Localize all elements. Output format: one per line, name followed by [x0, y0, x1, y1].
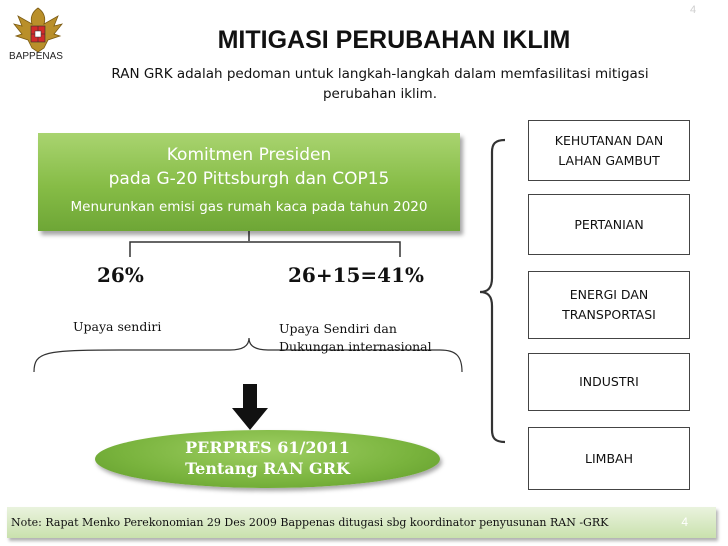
sector-limbah: [528, 427, 690, 490]
perpres-oval: [95, 430, 440, 488]
page-title: MITIGASI PERUBAHAN IKLIM: [217, 26, 571, 54]
perpres-line1: PERPRES 61/2011: [185, 438, 350, 457]
target-total-label-line1: Upaya Sendiri dan: [279, 321, 397, 336]
sector-energi: [528, 271, 690, 339]
sector-pertanian-label: PERTANIAN: [574, 216, 644, 232]
target-total-value: 26+15=41%: [288, 263, 425, 287]
sector-industri: [528, 353, 690, 411]
commitment-event: pada G-20 Pittsburgh dan COP15: [108, 169, 390, 189]
commitment-box: [38, 133, 460, 231]
sector-pertanian: [528, 194, 690, 255]
slide-number-top: 4: [690, 4, 697, 16]
footer-note-text: Note: Rapat Menko Perekonomian 29 Des 2009 Bappenas ditugasi sbg koordinator penyusunan RAN -GRK: [11, 516, 609, 529]
sector-limbah-label: LIMBAH: [585, 450, 633, 466]
footer-note: [7, 507, 716, 538]
sector-energi-line1: ENERGI DAN: [569, 287, 649, 302]
commitment-title: Komitmen Presiden: [166, 145, 332, 165]
sector-industri-label: INDUSTRI: [579, 374, 639, 389]
sector-energi-line2: TRANSPORTASI: [562, 307, 656, 322]
sector-kehutanan: [528, 120, 690, 181]
target-total-label: [279, 320, 432, 356]
sector-kehutanan-line1: KEHUTANAN DAN: [554, 132, 664, 148]
target-total-label-line2: Dukungan internasional: [279, 339, 432, 354]
page-subtitle: RAN GRK adalah pedoman untuk langkah-langkah dalam memfasilitasi mitigasi perubahan iklim.: [111, 66, 649, 102]
down-arrow-icon: [232, 384, 268, 430]
sector-kehutanan-line2: LAHAN GAMBUT: [558, 152, 660, 168]
perpres-line2: Tentang RAN GRK: [185, 459, 350, 478]
commitment-goal: Menurunkan emisi gas rumah kaca pada tahun 2020: [70, 199, 428, 215]
logo-caption: BAPPENAS: [9, 51, 63, 62]
target-own-label: Upaya sendiri: [73, 319, 162, 334]
footer-slide-number: 4: [681, 515, 688, 529]
target-own-value: 26%: [97, 263, 144, 287]
